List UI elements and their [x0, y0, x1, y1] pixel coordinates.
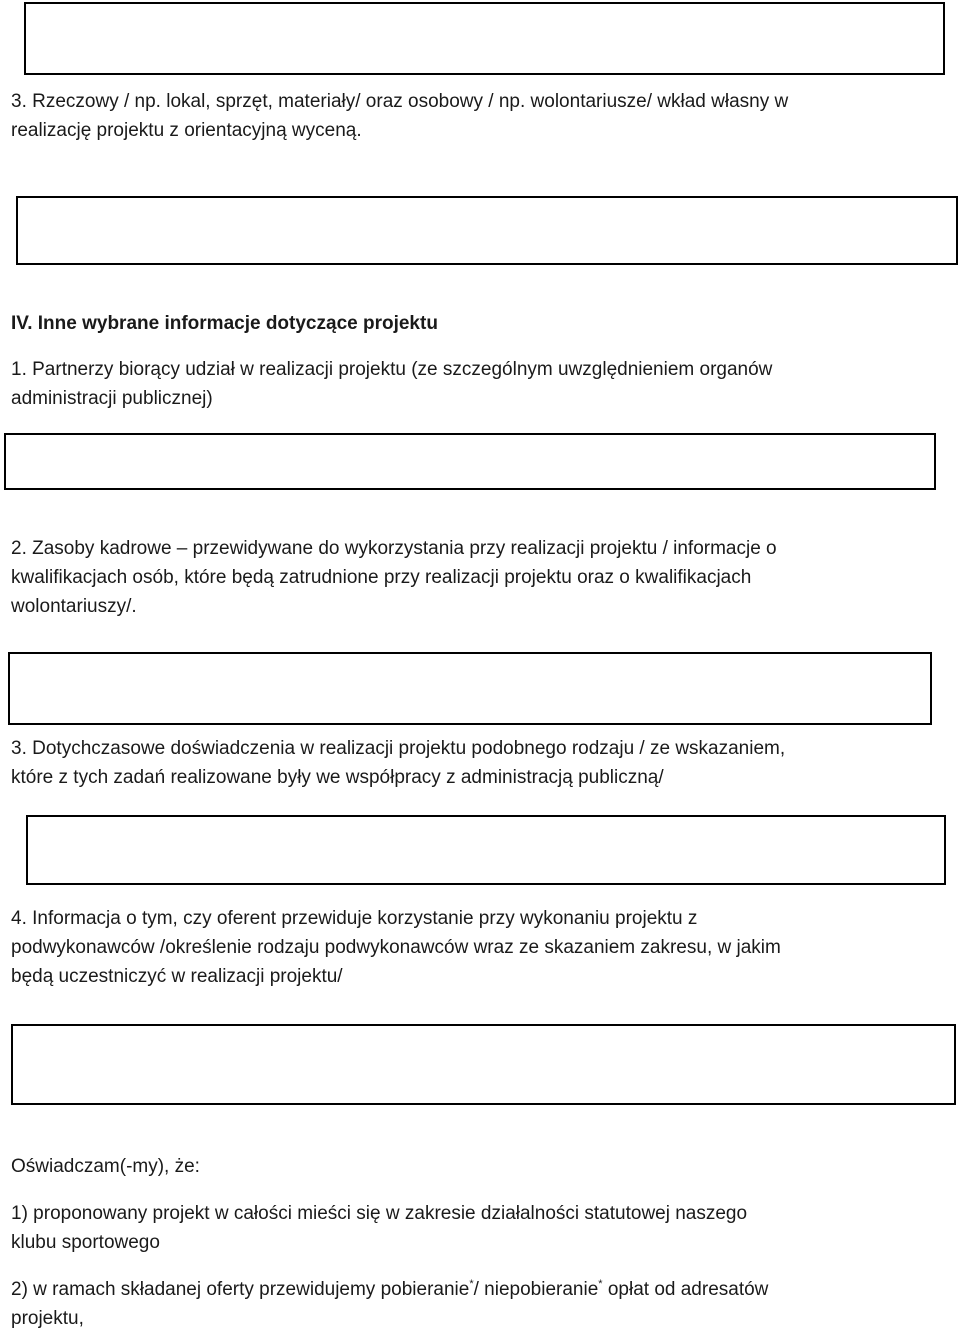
declaration-item-1-line-1: 1) proponowany projekt w całości mieści się w zakresie działalności statutowej naszego: [11, 1203, 748, 1224]
declaration-item-2-part-3: opłat od adresatów: [602, 1279, 769, 1300]
subcontractors-answer-box[interactable]: [11, 1024, 956, 1105]
in-kind-question-line-2: realizację projektu z orientacyjną wyceną.: [11, 120, 362, 141]
footnote-marker: *: [598, 1278, 603, 1290]
declaration-item-2-part-2: / niepobieranie: [473, 1279, 599, 1300]
staff-question-line-2: kwalifikacjach osób, które będą zatrudnione przy realizacji projektu oraz o kwalifikacjach: [11, 567, 752, 588]
footnote-marker: *: [469, 1278, 474, 1290]
declaration-item-2-part-1: 2) w ramach składanej oferty przewidujemy pobieranie: [11, 1279, 470, 1300]
declaration-heading: Oświadczam(-my), że:: [11, 1156, 200, 1177]
experience-question-line-2: które z tych zadań realizowane były we współpracy z administracją publiczną/: [11, 767, 664, 788]
previous-answer-box[interactable]: [24, 2, 945, 75]
staff-answer-box[interactable]: [8, 652, 932, 725]
experience-answer-box[interactable]: [26, 815, 946, 885]
in-kind-question-line-1: 3. Rzeczowy / np. lokal, sprzęt, materiały/ oraz osobowy / np. wolontariusze/ wkład własny w: [11, 91, 789, 112]
declaration-item-1-line-2: klubu sportowego: [11, 1232, 160, 1253]
declaration-item-2-line-1: [11, 1275, 768, 1304]
section-iv-heading: IV. Inne wybrane informacje dotyczące projektu: [11, 313, 438, 334]
subcontractors-question-line-3: będą uczestniczyć w realizacji projektu/: [11, 966, 343, 987]
partners-question-line-2: administracji publicznej): [11, 388, 213, 409]
experience-question-line-1: 3. Dotychczasowe doświadczenia w realizacji projektu podobnego rodzaju / ze wskazaniem,: [11, 738, 786, 759]
partners-question-line-1: 1. Partnerzy biorący udział w realizacji projektu (ze szczególnym uwzględnieniem organów: [11, 359, 773, 380]
staff-question-line-3: wolontariuszy/.: [11, 596, 137, 617]
subcontractors-question-line-1: 4. Informacja o tym, czy oferent przewiduje korzystanie przy wykonaniu projektu z: [11, 908, 698, 929]
subcontractors-question-line-2: podwykonawców /określenie rodzaju podwykonawców wraz ze skazaniem zakresu, w jakim: [11, 937, 781, 958]
partners-answer-box[interactable]: [4, 433, 936, 490]
in-kind-answer-box[interactable]: [16, 196, 958, 265]
declaration-item-2-line-2: projektu,: [11, 1308, 84, 1329]
staff-question-line-1: 2. Zasoby kadrowe – przewidywane do wykorzystania przy realizacji projektu / informacje o: [11, 538, 777, 559]
